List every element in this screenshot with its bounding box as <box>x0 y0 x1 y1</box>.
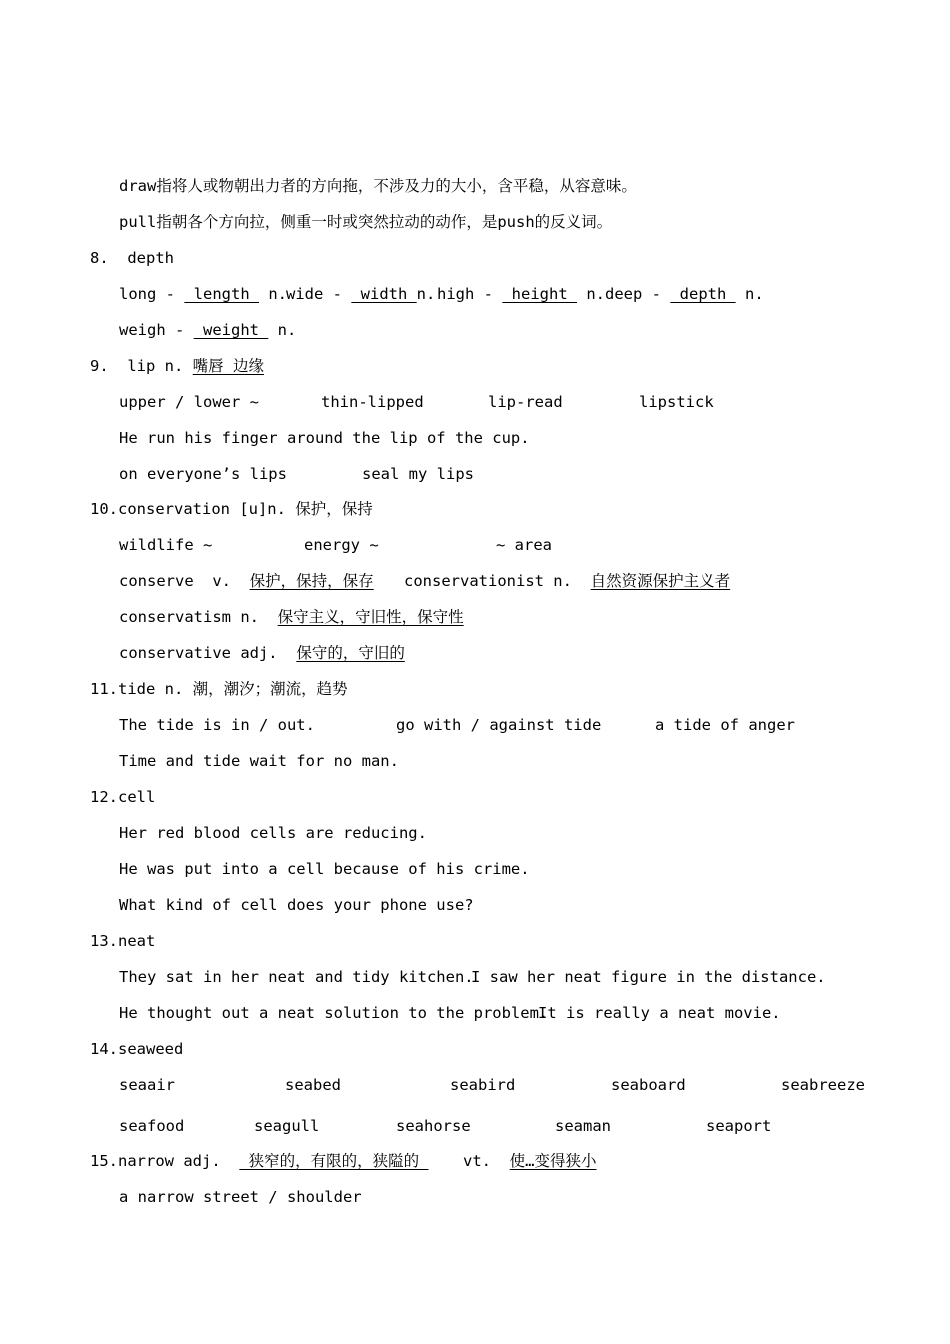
answer-blank: 嘴唇 边缘 <box>192 357 265 375</box>
answer-blank: height <box>502 285 577 303</box>
sea-word: seabird <box>450 1076 516 1094</box>
tide-phrase-3: a tide of anger <box>655 716 795 734</box>
narrow-vt: vt. 使…变得狭小 <box>463 1152 597 1170</box>
collocation-3: ~ area <box>496 536 552 554</box>
neat-example-1a: They sat in her neat and tidy kitchen. <box>119 968 474 986</box>
tide-proverb: Time and tide wait for no man. <box>119 752 399 770</box>
item-15-header: 15.narrow adj. 狭窄的，有限的，狭隘的 <box>90 1152 429 1170</box>
sea-word: seabreeze <box>781 1076 865 1094</box>
lip-word-4: lipstick <box>639 393 714 411</box>
item-13-header: 13.neat <box>90 932 156 950</box>
conservatism-line: conservatism n. 保守主义，守旧性，保守性 <box>119 608 464 626</box>
item-number: 8. <box>90 249 109 267</box>
item-8-depth: deep - depth n. <box>605 285 764 303</box>
answer-blank: 狭窄的，有限的，狭隘的 <box>239 1152 429 1170</box>
item-8-height: high - height n. <box>437 285 605 303</box>
neat-example-2b: It is really a neat movie. <box>538 1004 781 1022</box>
lip-phrase-1: on everyone’s lips <box>119 465 287 483</box>
sea-word: seahorse <box>396 1117 471 1135</box>
collocation-1: wildlife ~ <box>119 536 213 554</box>
sea-word: seagull <box>254 1117 320 1135</box>
pull-note: pull指朝各个方向拉，侧重一时或突然拉动的动作，是push的反义词。 <box>119 213 613 231</box>
item-10-header: 10.conservation [u]n. 保护，保持 <box>90 500 373 518</box>
item-11-header: 11.tide n. 潮，潮汐；潮流，趋势 <box>90 680 348 698</box>
answer-blank: 使…变得狭小 <box>509 1152 597 1170</box>
lip-word-1: upper / lower ~ <box>119 393 259 411</box>
item-9-header: 9. lip n. 嘴唇 边缘 <box>90 357 265 375</box>
item-headword: depth <box>127 249 175 267</box>
sea-word: seabed <box>285 1076 341 1094</box>
answer-blank: width <box>351 285 417 303</box>
sea-word: seaair <box>119 1076 175 1094</box>
lip-word-2: thin-lipped <box>321 393 424 411</box>
tide-phrase-1: The tide is in / out. <box>119 716 315 734</box>
sea-word: seafood <box>119 1117 185 1135</box>
item-14-header: 14.seaweed <box>90 1040 184 1058</box>
item-8-length: long - length n. <box>119 285 287 303</box>
conservative-line: conservative adj. 保守的，守旧的 <box>119 644 405 662</box>
narrow-example: a narrow street / shoulder <box>119 1188 362 1206</box>
cell-example-1: Her red blood cells are reducing. <box>119 824 427 842</box>
cell-example-2: He was put into a cell because of his crime. <box>119 860 530 878</box>
answer-blank: 保守的，守旧的 <box>296 644 405 662</box>
answer-blank: 保护，保持，保存 <box>249 572 374 590</box>
item-8-width: wide - width n. <box>286 285 436 303</box>
sea-word: seaport <box>706 1117 772 1135</box>
item-12-header: 12.cell <box>90 788 156 806</box>
collocation-2: energy ~ <box>304 536 379 554</box>
lip-word-3: lip-read <box>488 393 563 411</box>
sea-word: seaboard <box>611 1076 686 1094</box>
neat-example-1b: I saw her neat figure in the distance. <box>471 968 826 986</box>
lip-example: He run his finger around the lip of the cup. <box>119 429 530 447</box>
neat-example-2a: He thought out a neat solution to the problem. <box>119 1004 549 1022</box>
answer-blank: weight <box>193 321 269 339</box>
answer-blank: 自然资源保护主义者 <box>590 572 731 590</box>
draw-note: draw指将人或物朝出力者的方向拖，不涉及力的大小，含平稳，从容意味。 <box>119 177 637 195</box>
lip-phrase-2: seal my lips <box>362 465 474 483</box>
answer-blank: 保守主义，守旧性，保守性 <box>277 608 464 626</box>
answer-blank: depth <box>670 285 736 303</box>
conservationist-line: conservationist n. 自然资源保护主义者 <box>404 572 731 590</box>
sea-word: seaman <box>555 1117 611 1135</box>
tide-phrase-2: go with / against tide <box>396 716 602 734</box>
cell-example-3: What kind of cell does your phone use? <box>119 896 474 914</box>
item-8-weight: weigh - weight n. <box>119 321 297 339</box>
answer-blank: length <box>184 285 259 303</box>
conserve-line: conserve v. 保护，保持，保存 <box>119 572 374 590</box>
item-8-header <box>90 248 174 268</box>
